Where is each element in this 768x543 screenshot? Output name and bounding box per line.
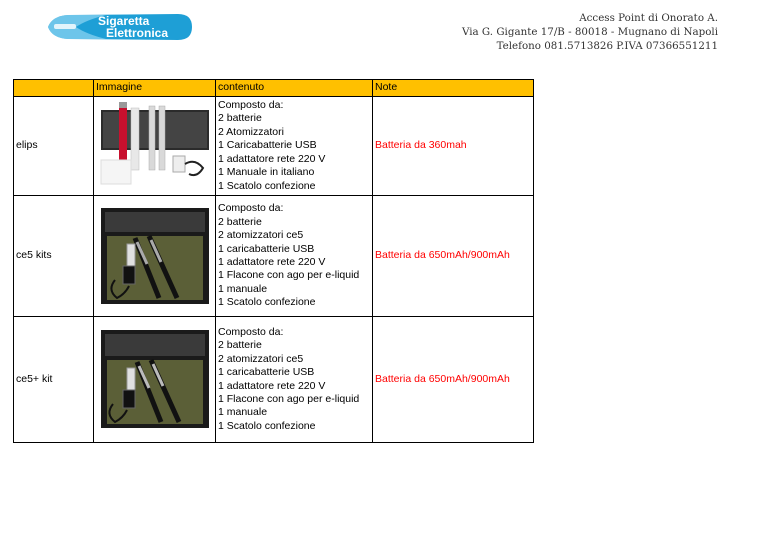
product-name: elips bbox=[14, 97, 94, 196]
content-line: 2 Atomizzatori bbox=[218, 125, 284, 138]
content-line: 1 Scatolo confezione bbox=[218, 179, 316, 192]
logo-line2: Elettronica bbox=[106, 26, 169, 40]
table-header-row bbox=[14, 80, 534, 97]
column-header-note: Note bbox=[373, 80, 534, 97]
content-line: 2 batterie bbox=[218, 339, 262, 352]
product-content bbox=[216, 317, 373, 443]
product-name: ce5+ kit bbox=[14, 317, 94, 443]
content-line: 1 Manuale in italiano bbox=[218, 166, 315, 179]
content-line: 1 adattatore rete 220 V bbox=[218, 256, 326, 268]
product-note: Batteria da 360mah bbox=[373, 97, 534, 196]
content-line: 1 caricabatterie USB bbox=[218, 242, 315, 255]
content-line: 1 caricabatterie USB bbox=[218, 366, 315, 379]
product-image bbox=[94, 97, 216, 196]
content-line: 2 batterie bbox=[218, 215, 262, 228]
content-line: 1 Scatolo confezione bbox=[218, 419, 316, 432]
content-line: 1 Caricabatterie USB bbox=[218, 139, 317, 152]
company-address bbox=[462, 11, 718, 53]
logo-line1: Sigaretta bbox=[98, 14, 150, 28]
content-line: 1 Scatolo confezione bbox=[218, 296, 316, 309]
product-image bbox=[94, 196, 216, 317]
address-line: Access Point di Onorato A. bbox=[579, 12, 718, 24]
address-line: Telefono 081.5713826 P.IVA 07366551211 bbox=[496, 40, 718, 52]
column-header-product bbox=[14, 80, 94, 97]
content-line: Composto da: bbox=[218, 99, 284, 112]
table-row bbox=[14, 317, 534, 443]
content-line: 2 batterie bbox=[218, 112, 262, 125]
content-line: Composto da: bbox=[218, 325, 284, 338]
product-note: Batteria da 650mAh/900mAh bbox=[373, 196, 534, 317]
product-content bbox=[216, 97, 373, 196]
column-header-content: contenuto bbox=[216, 80, 373, 97]
content-line: 2 atomizzatori ce5 bbox=[218, 352, 304, 365]
product-table bbox=[13, 79, 534, 443]
address-line: Via G. Gigante 17/B - 80018 - Mugnano di Napoli bbox=[461, 26, 718, 38]
content-line: Composto da: bbox=[218, 202, 284, 215]
product-content bbox=[216, 196, 373, 317]
content-line: 1 manuale bbox=[218, 282, 268, 295]
content-line: 1 adattatore rete 220 V bbox=[218, 152, 326, 165]
column-header-image: Immagine bbox=[94, 80, 216, 97]
table-row bbox=[14, 196, 534, 317]
content-line: 1 adattatore rete 220 V bbox=[218, 379, 326, 392]
content-line: 1 Flacone con ago per e-liquid bbox=[218, 269, 360, 282]
content-line: 1 Flacone con ago per e-liquid bbox=[218, 392, 360, 405]
product-image bbox=[94, 317, 216, 443]
table-row bbox=[14, 97, 534, 196]
product-name: ce5 kits bbox=[14, 196, 94, 317]
content-line: 2 atomizzatori ce5 bbox=[218, 229, 304, 242]
product-note: Batteria da 650mAh/900mAh bbox=[373, 317, 534, 443]
brand-logo bbox=[46, 10, 194, 44]
content-line: 1 manuale bbox=[218, 406, 268, 419]
